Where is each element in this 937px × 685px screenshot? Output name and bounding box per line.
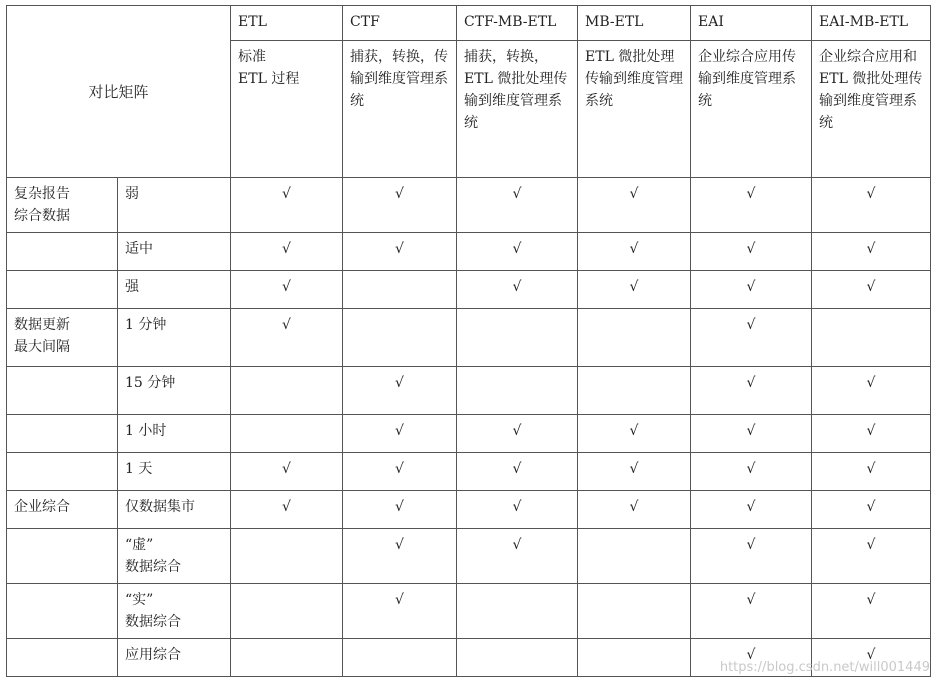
check-mark: √	[691, 453, 812, 491]
row-category: 企业综合	[7, 491, 118, 529]
check-mark: √	[691, 415, 812, 453]
empty-cell	[231, 529, 343, 584]
check-mark: √	[457, 529, 578, 584]
check-mark: √	[691, 491, 812, 529]
check-mark: √	[578, 491, 691, 529]
check-mark: √	[812, 584, 931, 639]
empty-cell	[578, 367, 691, 415]
column-code: CTF	[343, 6, 457, 41]
check-mark: √	[691, 233, 812, 271]
check-mark: √	[578, 415, 691, 453]
watermark: https://blog.csdn.net/will001449	[719, 660, 930, 675]
row-subcategory: “虚” 数据综合	[118, 529, 231, 584]
empty-cell	[812, 309, 931, 367]
check-mark: √	[343, 584, 457, 639]
check-mark: √	[578, 178, 691, 233]
empty-cell	[457, 584, 578, 639]
row-subcategory: 应用综合	[118, 639, 231, 677]
check-mark: √	[691, 584, 812, 639]
header-code-row	[7, 6, 931, 41]
row-category	[7, 367, 118, 415]
check-mark: √	[343, 491, 457, 529]
check-mark: √	[231, 453, 343, 491]
row-category	[7, 639, 118, 677]
row-subcategory: 15 分钟	[118, 367, 231, 415]
check-mark: √	[343, 415, 457, 453]
check-mark: √	[812, 271, 931, 309]
column-code: EAI-MB-ETL	[812, 6, 931, 41]
table-row	[7, 415, 931, 453]
empty-cell	[343, 271, 457, 309]
row-subcategory: 弱	[118, 178, 231, 233]
column-description: 捕获，转换，传输到维度管理系统	[343, 41, 457, 178]
comparison-matrix-table	[6, 5, 931, 677]
row-subcategory: 1 分钟	[118, 309, 231, 367]
table-row	[7, 233, 931, 271]
row-category	[7, 453, 118, 491]
row-subcategory: 适中	[118, 233, 231, 271]
column-description: ETL 微批处理传输到维度管理系统	[578, 41, 691, 178]
check-mark: √	[691, 309, 812, 367]
empty-cell	[578, 529, 691, 584]
check-mark: √	[691, 639, 812, 677]
column-description: 企业综合应用和 ETL 微批处理传输到维度管理系统	[812, 41, 931, 178]
empty-cell	[343, 639, 457, 677]
check-mark: √	[578, 233, 691, 271]
row-subcategory: 1 天	[118, 453, 231, 491]
empty-cell	[457, 309, 578, 367]
check-mark: √	[812, 178, 931, 233]
check-mark: √	[457, 178, 578, 233]
table-row	[7, 309, 931, 367]
check-mark: √	[343, 529, 457, 584]
check-mark: √	[691, 529, 812, 584]
check-mark: √	[343, 453, 457, 491]
check-mark: √	[457, 491, 578, 529]
column-code: ETL	[231, 6, 343, 41]
column-code: MB-ETL	[578, 6, 691, 41]
empty-cell	[231, 639, 343, 677]
empty-cell	[343, 309, 457, 367]
table-row	[7, 271, 931, 309]
row-subcategory: 1 小时	[118, 415, 231, 453]
check-mark: √	[691, 367, 812, 415]
check-mark: √	[812, 367, 931, 415]
check-mark: √	[812, 639, 931, 677]
row-category: 复杂报告 综合数据	[7, 178, 118, 233]
check-mark: √	[691, 271, 812, 309]
table-row	[7, 178, 931, 233]
column-description: 标准 ETL 过程	[231, 41, 343, 178]
empty-cell	[578, 584, 691, 639]
check-mark: √	[343, 178, 457, 233]
check-mark: √	[578, 271, 691, 309]
check-mark: √	[812, 491, 931, 529]
table-row	[7, 584, 931, 639]
row-category	[7, 233, 118, 271]
row-category: 数据更新 最大间隔	[7, 309, 118, 367]
check-mark: √	[231, 491, 343, 529]
check-mark: √	[812, 453, 931, 491]
row-category	[7, 271, 118, 309]
row-subcategory: 强	[118, 271, 231, 309]
check-mark: √	[231, 309, 343, 367]
row-category	[7, 584, 118, 639]
row-category	[7, 415, 118, 453]
row-subcategory: “实” 数据综合	[118, 584, 231, 639]
row-subcategory: 仅数据集市	[118, 491, 231, 529]
check-mark: √	[812, 233, 931, 271]
check-mark: √	[578, 453, 691, 491]
empty-cell	[457, 367, 578, 415]
check-mark: √	[231, 178, 343, 233]
empty-cell	[231, 584, 343, 639]
empty-cell	[231, 367, 343, 415]
check-mark: √	[457, 415, 578, 453]
check-mark: √	[812, 529, 931, 584]
empty-cell	[457, 639, 578, 677]
check-mark: √	[231, 233, 343, 271]
empty-cell	[578, 309, 691, 367]
check-mark: √	[457, 453, 578, 491]
check-mark: √	[457, 233, 578, 271]
empty-cell	[231, 415, 343, 453]
column-description: 捕获，转换，ETL 微批处理传输到维度管理系统	[457, 41, 578, 178]
check-mark: √	[231, 271, 343, 309]
column-code: EAI	[691, 6, 812, 41]
check-mark: √	[812, 415, 931, 453]
table-row	[7, 529, 931, 584]
row-category	[7, 529, 118, 584]
check-mark: √	[343, 367, 457, 415]
check-mark: √	[457, 271, 578, 309]
table-row	[7, 491, 931, 529]
check-mark: √	[343, 233, 457, 271]
empty-cell	[578, 639, 691, 677]
check-mark: √	[691, 178, 812, 233]
column-code: CTF-MB-ETL	[457, 6, 578, 41]
column-description: 企业综合应用传输到维度管理系统	[691, 41, 812, 178]
table-row	[7, 367, 931, 415]
table-row	[7, 453, 931, 491]
corner-label: 对比矩阵	[7, 6, 231, 178]
